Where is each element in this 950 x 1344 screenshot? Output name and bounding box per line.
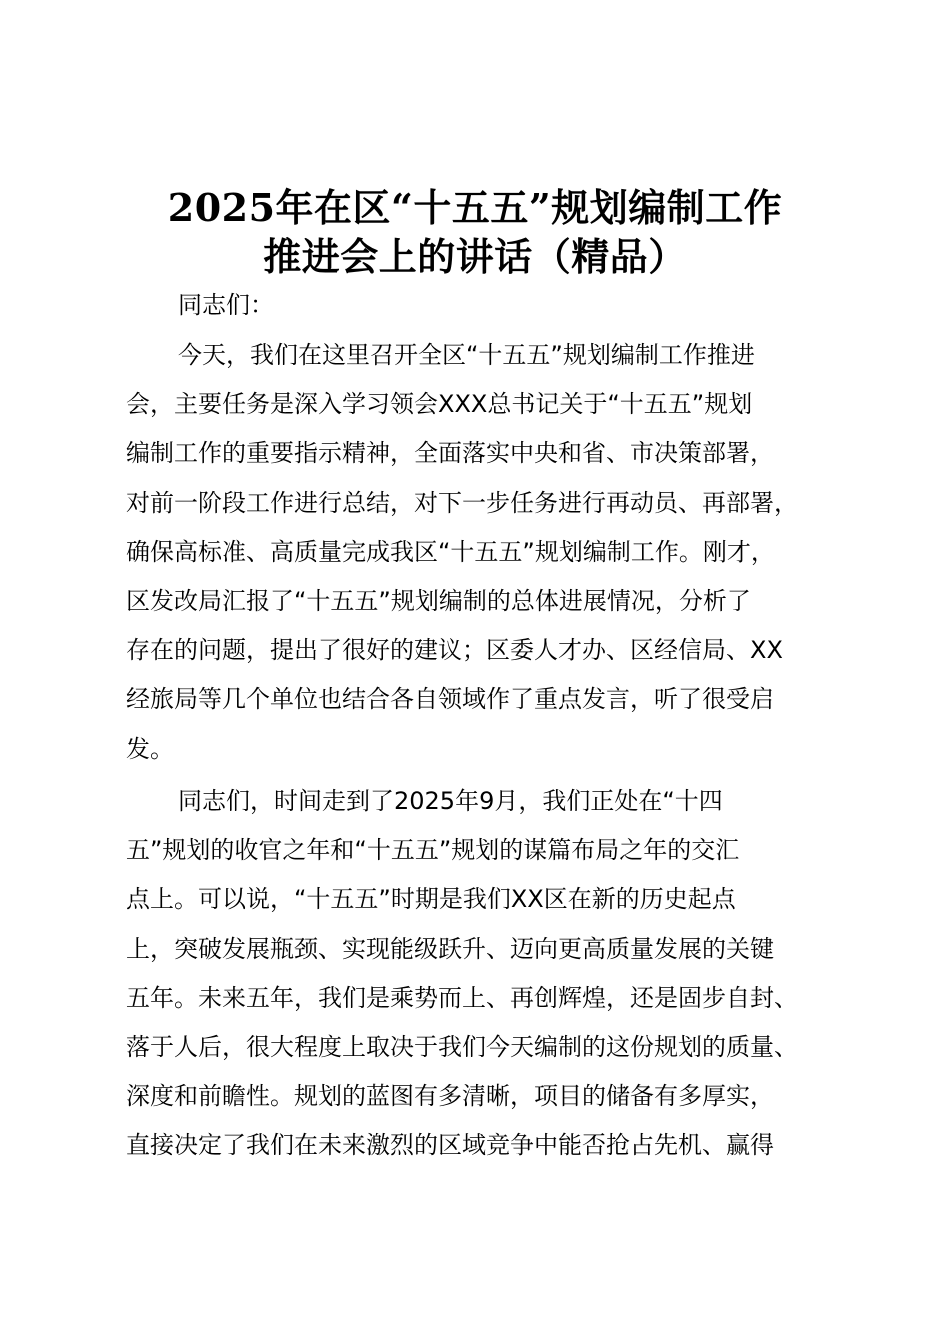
paragraph-1 (126, 331, 866, 774)
document-title-line-1: 2025年在区“十五五”规划编制工作 (167, 185, 783, 230)
paragraph-line: 同志们，时间走到了2025年9月，我们正处在“十四 (178, 787, 723, 815)
paragraph-line: 对前一阶段工作进行总结，对下一步任务进行再动员、再部署， (126, 488, 798, 517)
document-title-line-2: 推进会上的讲话（精品） (263, 234, 687, 279)
paragraph-line: 深度和前瞻性。规划的蓝图有多清晰，项目的储备有多厚实， (126, 1082, 774, 1111)
paragraph-line: 会，主要任务是深入学习领会XXX总书记关于“十五五”规划 (126, 390, 753, 419)
salutation: 同志们： (178, 291, 274, 319)
paragraph-line: 区发改局汇报了“十五五”规划编制的总体进展情况，分析了 (126, 586, 751, 615)
paragraph-line: 经旅局等几个单位也结合各自领域作了重点发言，听了很受启 (126, 685, 774, 714)
paragraph-2 (126, 777, 866, 1171)
paragraph-line: 直接决定了我们在未来激烈的区域竞争中能否抢占先机、赢得 (126, 1131, 774, 1160)
paragraph-line: 落于人后，很大程度上取决于我们今天编制的这份规划的质量、 (126, 1032, 798, 1061)
paragraph-line: 今天，我们在这里召开全区“十五五”规划编制工作推进 (178, 341, 755, 369)
paragraph-line: 点上。可以说，“十五五”时期是我们XX区在新的历史起点 (126, 885, 736, 914)
paragraph-line: 确保高标准、高质量完成我区“十五五”规划编制工作。刚才， (126, 537, 775, 566)
paragraph-line: 编制工作的重要指示精神，全面落实中央和省、市决策部署， (126, 439, 774, 468)
paragraph-line: 上，突破发展瓶颈、实现能级跃升、迈向更高质量发展的关键 (126, 934, 774, 963)
paragraph-line: 五年。未来五年，我们是乘势而上、再创辉煌，还是固步自封、 (126, 983, 798, 1012)
paragraph-line: 发。 (126, 734, 174, 763)
paragraph-line: 存在的问题，提出了很好的建议；区委人才办、区经信局、XX (126, 636, 783, 665)
paragraph-line: 五”规划的收官之年和“十五五”规划的谋篇布局之年的交汇 (126, 836, 740, 865)
